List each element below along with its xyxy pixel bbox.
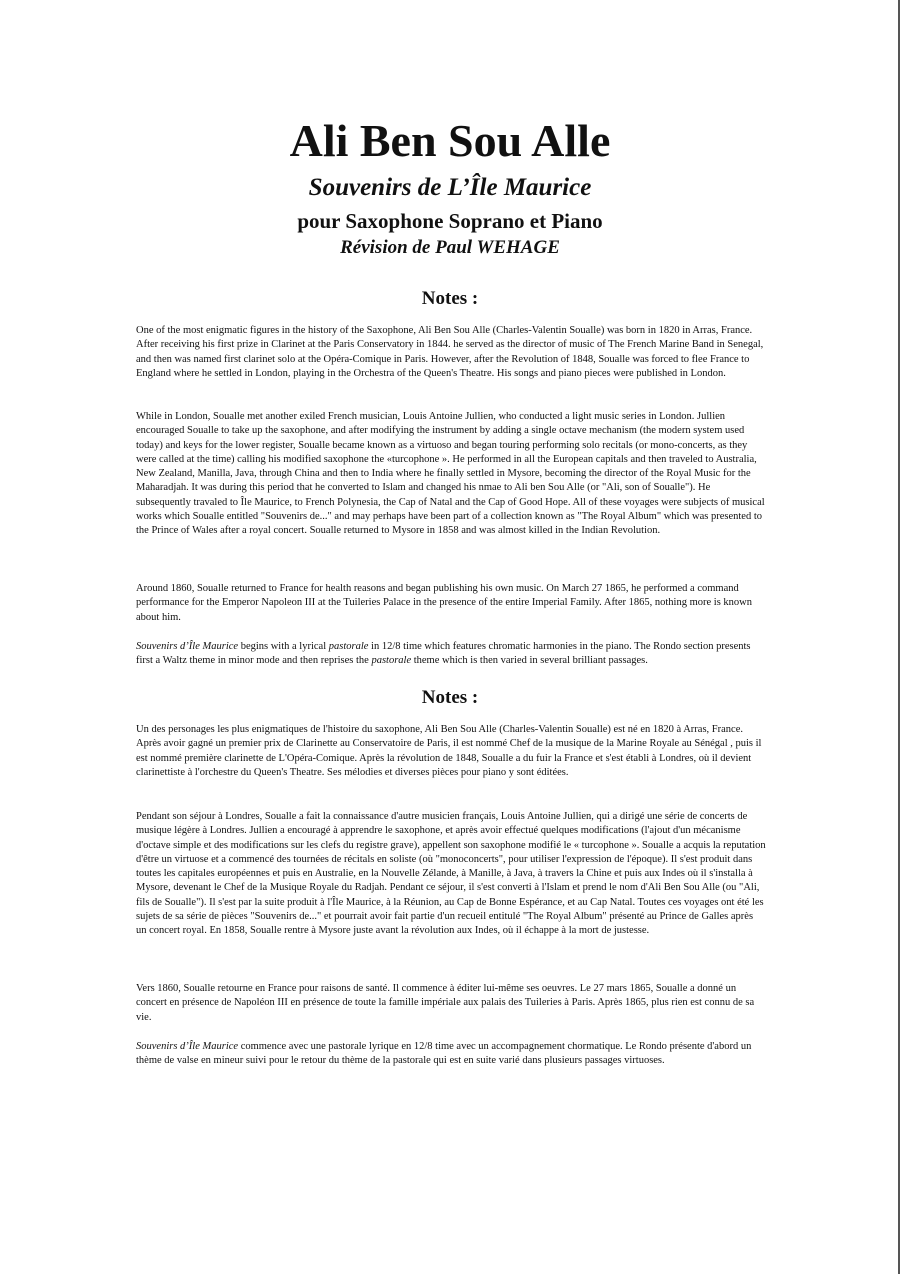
notes-heading-english: Notes : xyxy=(421,288,479,309)
french-paragraph-3: Vers 1860, Soualle retourne en France pour raisons de santé. Il commence à éditer lui-même ses oeuvres. Le 27 mars 1865, Soualle a donné un concert en présence de Napoléon III en présence de toute la famille impériale aux palais des Tuileries à Paris. Après 1865, plus rien est connu de sa vie. xyxy=(136,983,755,1023)
pastorale-italic: pastorale xyxy=(371,655,412,667)
work-name-italic: Souvenirs d’Île Maurice xyxy=(136,1041,239,1052)
english-paragraph-3: Around 1860, Soualle returned to France for health reasons and began publishing his own music. On March 27 1865, he performed a command performance for the Emperor Napoleon III at the Tuileries Palace in the presence of the entire Imperial Family. After 1865, nothing more is known about him. xyxy=(136,583,753,623)
composer-title: Ali Ben Sou Alle xyxy=(289,115,611,166)
notes-heading-french: Notes : xyxy=(421,687,479,708)
paragraph-text: theme which is then varied in several brilliant passages. xyxy=(411,655,648,667)
pastorale-italic: pastorale xyxy=(328,641,369,652)
english-paragraph-4 xyxy=(136,640,766,669)
paragraph-text: in 12/8 time which features chromatic harmonies in the piano. The Rondo section presents first a Waltz theme in minor mode and then reprises the xyxy=(136,641,751,667)
paragraph-text: begins with a lyrical xyxy=(238,641,329,652)
paragraph-text: commence avec une pastorale lyrique en 12/8 time avec un accompagnement chormatique. Le Rondo présente d'abord un thème de valse en mineur suivi pour le retour du thème de la pastorale qui est en suite varié dans plusieurs passages virtuoses. xyxy=(136,1041,752,1067)
french-paragraph-1: Un des personages les plus enigmatiques de l'histoire du saxophone, Ali Ben Sou Alle (Charles-Valentin Soualle) est né en 1820 à Arras, France. Après avoir gagné un premier prix de Clarinette au Conservatoire de Paris, il est nommé Chef de la musique de la Marine Royale au Sénégal , puis il est nommé première clarinette de L'Opéra-Comique. Après la révolution de 1848, Soualle a du fuir la France et s'est établi à Londres, où il devient clarinettiste à l'orchestre du Queen's Theatre. Ses mélodies et diverses pièces pour piano y sont éditées. xyxy=(136,724,762,778)
english-paragraph-1: One of the most enigmatic figures in the history of the Saxophone, Ali Ben Sou Alle (Charles-Valentin Soualle) was born in 1820 in Arras, France. After receiving his first prize in Clarinet at the Paris Conservatory in 1844. he served as the director of music of The French Marine Band in Senegal, and then was named first clarinet solo at the Opéra-Comique in Paris. However, after the Revolution of 1848, Soualle was forced to flee France to England where he settled in London, playing in the Orchestra of the Queen's Theatre. His songs and piano pieces were published in London. xyxy=(136,325,764,379)
work-name-italic: Souvenirs d’Île Maurice xyxy=(136,641,239,652)
work-title: Souvenirs de L’Île Maurice xyxy=(308,174,592,201)
instrumentation-line: pour Saxophone Soprano et Piano xyxy=(297,209,603,233)
french-paragraph-2: Pendant son séjour à Londres, Soualle a fait la connaissance d'autre musicien français, Louis Antoine Jullien, qui a dirigé une série de concerts de musique légère à Londres. Jullien a encouragé à apprendre le saxophone, et après avoir effectué quelques modifications (l'ajout d'un mécanisme d'octave simple et des modifications sur les clefs du registre grave), appellent son saxophone modifié le « turcophone ». Soualle a acquis la reputation d'être un virtuose et a commencé des tournées de récitals en soliste (où "monoconcerts", pour utiliser l'expression de l'époque). Il s'est produit dans toutes les capitales européennes et puis en Australie, en la Nouvelle Zélande, à Manille, à Java, à travers la Chine et puis aux Indes où il s'installa à Mysore, devenant le Chef de la Musique Royale du Radjah. Pendant ce séjour, il s'est converti à l'Islam et prend le nom d'Ali Ben Sou Alle (ou "Ali, fils de Soualle"). Il s'est par la suite produit à l'Île Maurice, à la Réunion, au Cap de Bonne Espérance, et au Cap Natal. Toutes ces voyages ont été les sujets de sa série de pièces "Souvenirs de..." et pourrait avoir fait partie d'un recueil entitulé "The Royal Album" présenté au Prince de Galles après un concert royal. En 1858, Soualle rentre à Mysore juste avant la révolution aux Indes, où il échappe à la mort de justesse. xyxy=(136,811,766,937)
french-paragraph-4 xyxy=(136,1040,766,1069)
revision-credit: Révision de Paul WEHAGE xyxy=(340,237,560,258)
english-paragraph-2: While in London, Soualle met another exiled French musician, Louis Antoine Jullien, who conducted a light music series in London. Jullien encouraged Soualle to take up the saxophone, and after modifying the instrument by adding a single octave mechanism (the modern system used today) and keys for the lower register, Soualle became known as a virtuoso and began touring performing solo recitals (or mono-concerts, as they were called at the time) calling his modified saxophone the «turcophone ». He performed in all the European capitals and then traveled to Australia, New Zealand, Manilla, Java, through China and then to India where he finally settled in Mysore, becoming the director of the Royal Music for the Maharadjah. It was during this period that he converted to Islam and changed his nmae to Ali ben Sou Alle (or "Ali, son of Soualle"). He subsequently travaled to Île Maurice, to French Polynesia, the Cap of Natal and the Cap of Good Hope. All of these voyages were subjects of musical works which Soualle entitled "Souvenirs de..." and may perhaps have been part of a collection known as "The Royal Album" which was presented to the Prince of Wales after a royal concert. Soualle returned to Mysore in 1858 and was almost killed in the Indian Revolution. xyxy=(136,411,765,537)
